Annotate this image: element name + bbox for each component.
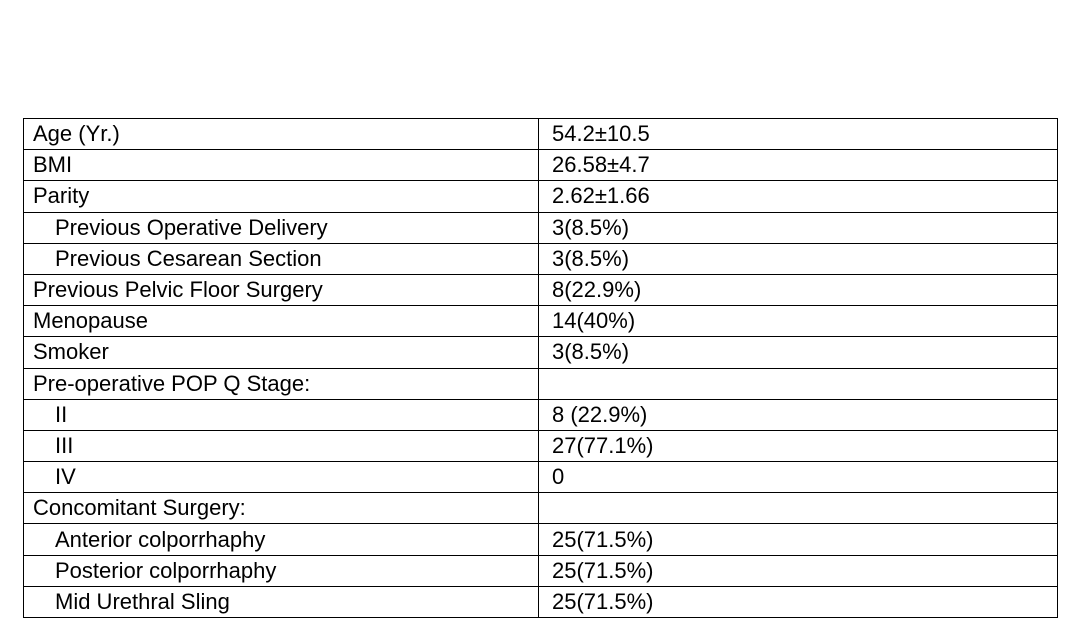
row-label: Previous Cesarean Section <box>24 243 539 274</box>
row-label: Menopause <box>24 306 539 337</box>
row-value: 27(77.1%) <box>539 430 1058 461</box>
table-row <box>24 243 1058 274</box>
table-row <box>24 212 1058 243</box>
row-label: Smoker <box>24 337 539 368</box>
row-label: Concomitant Surgery: <box>24 493 539 524</box>
row-label: IV <box>24 462 539 493</box>
row-label: Age (Yr.) <box>24 119 539 150</box>
table-row <box>24 524 1058 555</box>
table-row <box>24 181 1058 212</box>
patient-characteristics-table <box>23 118 1058 618</box>
table-row <box>24 337 1058 368</box>
row-value: 3(8.5%) <box>539 212 1058 243</box>
row-label: Mid Urethral Sling <box>24 586 539 617</box>
row-value: 14(40%) <box>539 306 1058 337</box>
table-row <box>24 150 1058 181</box>
row-label: Posterior colporrhaphy <box>24 555 539 586</box>
table-row <box>24 119 1058 150</box>
row-label: BMI <box>24 150 539 181</box>
row-label: Previous Operative Delivery <box>24 212 539 243</box>
row-value: 2.62±1.66 <box>539 181 1058 212</box>
table-row <box>24 586 1058 617</box>
row-value: 25(71.5%) <box>539 555 1058 586</box>
row-value: 3(8.5%) <box>539 337 1058 368</box>
row-label: Parity <box>24 181 539 212</box>
row-value: 8 (22.9%) <box>539 399 1058 430</box>
row-value: 0 <box>539 462 1058 493</box>
row-label: II <box>24 399 539 430</box>
table-row <box>24 399 1058 430</box>
row-label: Pre-operative POP Q Stage: <box>24 368 539 399</box>
table-row <box>24 274 1058 305</box>
row-value <box>539 493 1058 524</box>
row-value: 8(22.9%) <box>539 274 1058 305</box>
row-value: 26.58±4.7 <box>539 150 1058 181</box>
table-body <box>24 119 1058 618</box>
row-value: 25(71.5%) <box>539 524 1058 555</box>
table-row <box>24 555 1058 586</box>
row-value: 3(8.5%) <box>539 243 1058 274</box>
row-value: 25(71.5%) <box>539 586 1058 617</box>
table-row <box>24 306 1058 337</box>
table-row <box>24 368 1058 399</box>
table-row <box>24 462 1058 493</box>
table-row <box>24 493 1058 524</box>
row-label: III <box>24 430 539 461</box>
row-label: Previous Pelvic Floor Surgery <box>24 274 539 305</box>
table-row <box>24 430 1058 461</box>
row-label: Anterior colporrhaphy <box>24 524 539 555</box>
row-value: 54.2±10.5 <box>539 119 1058 150</box>
row-value <box>539 368 1058 399</box>
